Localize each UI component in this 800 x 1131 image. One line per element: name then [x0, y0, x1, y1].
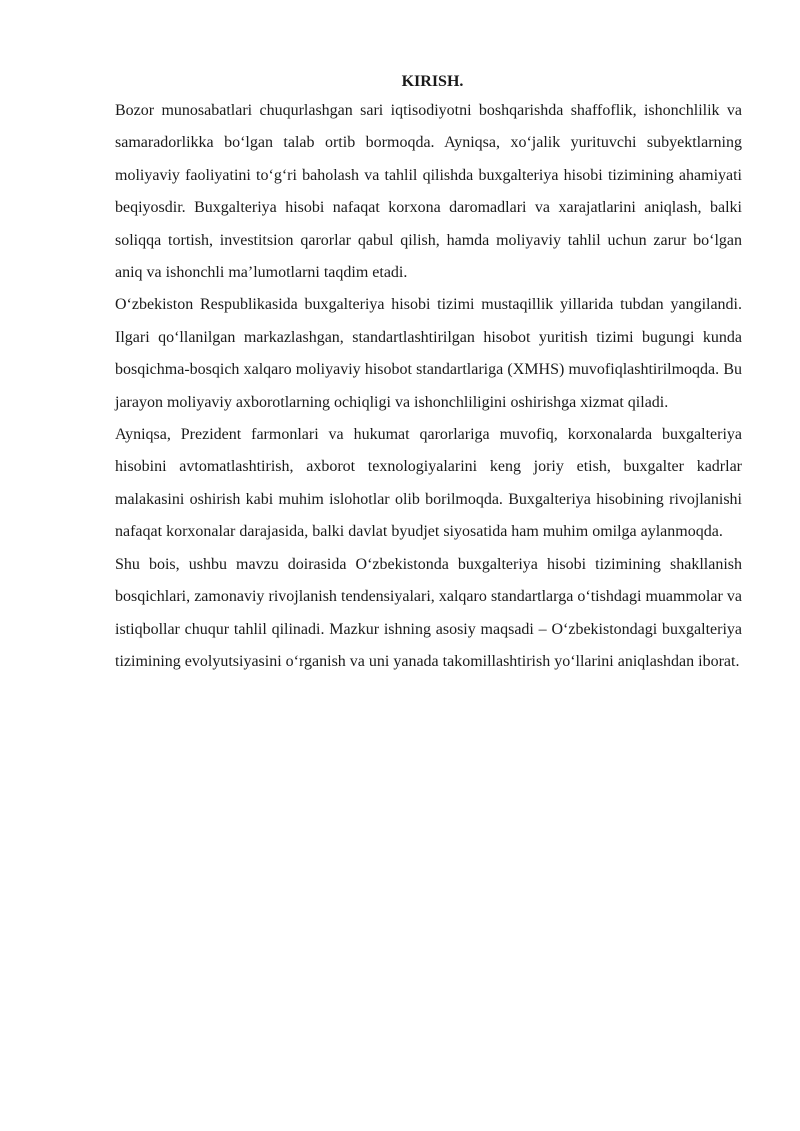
document-title: KIRISH. [401, 73, 464, 90]
paragraph-2: O‘zbekiston Respublikasida buxgalteriya hisobi tizimi mustaqillik yillarida tubdan yangilandi. Ilgari qo‘llanilgan markazlashgan, standartlashtirilgan hisobot yuritish tizimi bugungi kunda bosqichma-bosqich xalqaro moliyaviy hisobot standartlariga (XMHS) muvofiqlashtirilmoqda. Bu jarayon moliyaviy axborotlarning ochiqligi va ishonchliligini oshirishga xizmat qiladi. [115, 296, 742, 411]
paragraph-3: Ayniqsa, Prezident farmonlari va hukumat qarorlariga muvofiq, korxonalarda buxgalteriya hisobini avtomatlashtirish, axborot texnologiyalarini keng joriy etish, buxgalter kadrlar malakasini oshirish kabi muhim islohotlar olib borilmoqda. Buxgalteriya hisobining rivojlanishi nafaqat korxonalar darajasida, balki davlat byudjet siyosatida ham muhim omilga aylanmoqda. [115, 426, 742, 541]
paragraph-1: Bozor munosabatlari chuqurlashgan sari iqtisodiyotni boshqarishda shaffoflik, ishonchlilik va samaradorlikka bo‘lgan talab ortib bormoqda. Ayniqsa, xo‘jalik yurituvchi subyektlarning moliyaviy faoliyatini to‘g‘ri baholash va tahlil qilishda buxgalteriya hisobi tizimining ahamiyati beqiyosdir. Buxgalteriya hisobi nafaqat korxona daromadlari va xarajatlarini aniqlash, balki soliqqa tortish, investitsion qarorlar qabul qilish, hamda moliyaviy tahlil uchun zarur bo‘lgan aniq va ishonchli ma’lumotlarni taqdim etadi. [115, 102, 742, 282]
paragraph-4: Shu bois, ushbu mavzu doirasida O‘zbekistonda buxgalteriya hisobi tizimining shakllanish bosqichlari, zamonaviy rivojlanish tendensiyalari, xalqaro standartlarga o‘tishdagi muammolar va istiqbollar chuqur tahlil qilinadi. Mazkur ishning asosiy maqsadi – O‘zbekistondagi buxgalteriya tizimining evolyutsiyasini o‘rganish va uni yanada takomillashtirish yo‘llarini aniqlashdan iborat. [115, 555, 742, 670]
document-page [115, 72, 742, 678]
